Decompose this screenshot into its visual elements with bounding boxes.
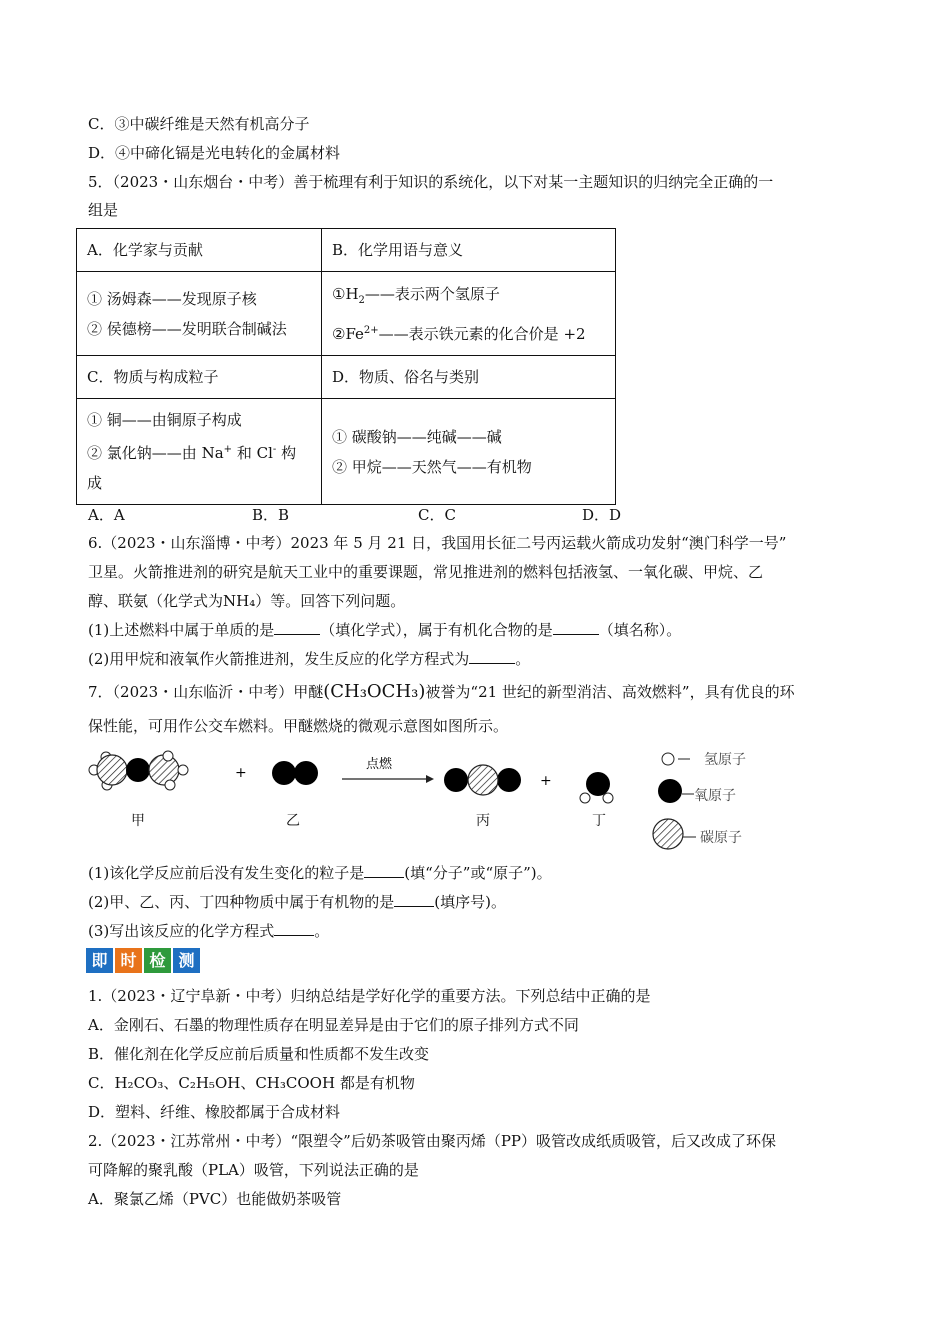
cell-a-body [77,272,322,356]
cell-c-head: C．物质与构成粒子 [77,356,322,399]
reaction-arrow-head [426,775,434,783]
arrow-label: 点燃 [366,757,393,772]
check-q1-option-b[interactable]: B．催化剂在化学反应前后质量和性质都不发生改变 [88,1045,430,1063]
answer-blank[interactable] [274,620,320,635]
dimethyl-ether-formula: (CH₃OCH₃) [323,681,426,702]
reaction-diagram [80,742,780,860]
answer-blank[interactable] [364,863,404,878]
c-item-3: 成 [87,474,103,492]
hydrogen-atom-icon [662,753,674,765]
label-yi: 乙 [286,813,300,829]
a-item-2: ② 侯德榜——发明联合制碱法 [87,319,287,338]
q7-part-2: (2)甲、乙、丙、丁四种物质中属于有机物的是 (填序号)。 [88,893,506,911]
legend-hydrogen: 氢原子 [704,752,746,768]
choice-d[interactable]: D．D [582,506,622,524]
q7-stem-2: 保性能，可用作公交车燃料。甲醚燃烧的微观示意图如图所示。 [88,717,509,735]
badge-char: 检 [144,948,171,973]
q6-stem-2: 卫星。火箭推进剂的研究是航天工业中的重要课题，常见推进剂的燃料包括液氢、一氧化碳、甲烷、乙 [88,563,764,581]
a-item-1: ① 汤姆森——发现原子核 [87,289,257,308]
c-item-1: ① 铜——由铜原子构成 [87,411,242,429]
q7-part-3: (3)写出该反应的化学方程式 。 [88,922,330,940]
choice-c[interactable]: C．C [418,506,456,524]
option-d-text: D．④中碲化镉是光电转化的金属材料 [88,144,341,162]
carbon-atom-icon [653,819,683,849]
oxygen-molecule [272,761,318,785]
dimethyl-ether-molecule [89,751,188,790]
cell-a-head: A．化学家与贡献 [77,229,322,272]
cell-b-head: B．化学用语与意义 [322,229,616,272]
badge-char: 测 [173,948,200,973]
badge-char: 时 [115,948,142,973]
q5-options-table [76,228,616,505]
b-item-1: $①H_2——$表示两个氢原子 [332,284,500,306]
check-q1-option-a[interactable]: A．金刚石、石墨的物理性质存在明显差异是由于它们的原子排列方式不同 [88,1016,579,1034]
choice-a[interactable]: A．A [88,506,125,524]
q5-stem-cont: 组是 [88,201,119,219]
legend-oxygen: 氧原子 [694,788,736,804]
reaction-svg [80,742,780,860]
cell-d-body [322,399,616,505]
label-bing: 丙 [476,813,490,829]
cell-c-body [77,399,322,505]
check-q1-option-c[interactable]: C．H₂CO₃、C₂H₅OH、CH₃COOH 都是有机物 [88,1074,415,1092]
option-c-text: C．③中碳纤维是天然有机高分子 [88,115,310,133]
answer-blank[interactable] [394,892,434,907]
badge-char: 即 [86,948,113,973]
answer-blank[interactable] [553,620,599,635]
check-q2-stem-cont: 可降解的聚乳酸（PLA）吸管，下列说法正确的是 [88,1161,419,1179]
b-item-2: $②Fe^{2+}——$表示铁元素的化合价是 +2 [332,324,586,343]
c-item-2: ② 氯化钠——由 Na+ 和 Cl- 构 [87,444,297,462]
q7-stem-1: 7．（2023・山东临沂・中考）甲醚(CH₃OCH₃)被誉为“21 世纪的新型消洁、高效燃料”，具有优良的环 [88,681,795,702]
cell-b-body [322,272,616,356]
check-q1-stem: 1.（2023・辽宁阜新・中考）归纳总结是学好化学的重要方法。下列总结中正确的是 [88,987,651,1005]
answer-blank[interactable] [274,921,314,936]
choice-b[interactable]: B．B [252,506,290,524]
carbon-dioxide-molecule [444,765,521,795]
q6-part-2: (2)用甲烷和液氧作火箭推进剂，发生反应的化学方程式为 。 [88,650,531,668]
label-jia: 甲 [131,813,145,829]
legend [653,752,746,849]
check-q2-stem: 2.（2023・江苏常州・中考）“限塑令”后奶茶吸管由聚丙烯（PP）吸管改成纸质吸管，后又改成了环保 [88,1132,777,1150]
plus-sign: + [235,765,247,781]
check-q2-option-a[interactable]: A．聚氯乙烯（PVC）也能做奶茶吸管 [88,1190,342,1208]
oxygen-atom-icon [658,779,682,803]
cell-d-head: D．物质、俗名与类别 [322,356,616,399]
answer-blank[interactable] [469,649,515,664]
plus-sign: + [540,773,552,789]
section-badge [86,948,200,973]
q5-stem: 5．（2023・山东烟台・中考）善于梳理有利于知识的系统化，以下对某一主题知识的归纳完全正确的一 [88,173,774,191]
legend-carbon: 碳原子 [700,830,742,846]
q6-stem-1: 6.（2023・山东淄博・中考）2023 年 5 月 21 日，我国用长征二号丙运载火箭成功发射“澳门科学一号” [88,534,787,552]
d-item-2: ② 甲烷——天然气——有机物 [332,457,532,476]
check-q1-option-d[interactable]: D．塑料、纤维、橡胶都属于合成材料 [88,1103,341,1121]
q7-part-1: (1)该化学反应前后没有发生变化的粒子是 (填“分子”或“原子”)。 [88,864,552,882]
water-molecule [580,772,613,803]
q6-stem-3: 醇、联氨（化学式为NH₄）等。回答下列问题。 [88,592,406,610]
d-item-1: ① 碳酸钠——纯碱——碱 [332,427,502,446]
label-ding: 丁 [592,813,606,829]
q6-part-1: (1)上述燃料中属于单质的是 （填化学式），属于有机化合物的是 （填名称）。 [88,621,682,639]
